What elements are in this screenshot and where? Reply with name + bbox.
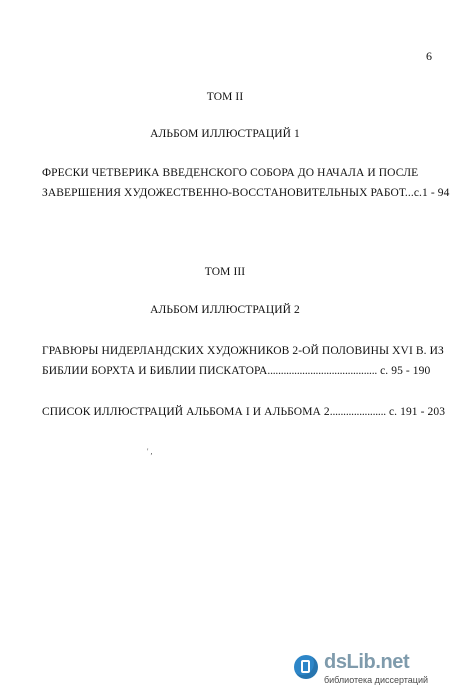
illustrations-list-text: СПИСОК ИЛЛЮСТРАЦИЙ АЛЬБОМА I И АЛЬБОМА 2 xyxy=(42,406,330,418)
volume-2-entry xyxy=(42,163,450,203)
scan-artifact: ' , xyxy=(147,447,153,456)
volume-2-album-title: АЛЬБОМ ИЛЛЮСТРАЦИЙ 1 xyxy=(150,128,300,140)
leader-dots: ..................... xyxy=(329,406,386,418)
volume-2-title: ТОМ II xyxy=(206,91,244,103)
illustrations-list-entry xyxy=(42,402,446,422)
volume-3-entry xyxy=(42,341,444,381)
page-range: с. 191 - 203 xyxy=(388,406,446,418)
page-number: 6 xyxy=(426,49,432,63)
book-circle-icon xyxy=(294,655,318,679)
volume-3-entry-line-1: ГРАВЮРЫ НИДЕРЛАНДСКИХ ХУДОЖНИКОВ 2-ОЙ ПОЛОВИНЫ XVI В. ИЗ xyxy=(42,345,444,357)
watermark xyxy=(294,651,429,688)
page-range: с. 95 - 190 xyxy=(380,365,431,377)
illustrations-list-line xyxy=(42,402,446,422)
watermark-subtitle: библиотека диссертаций xyxy=(324,675,429,685)
volume-3-album-title: АЛЬБОМ ИЛЛЮСТРАЦИЙ 2 xyxy=(150,304,300,316)
volume-2-entry-line-1: ФРЕСКИ ЧЕТВЕРИКА ВВЕДЕНСКОГО СОБОРА ДО НАЧАЛА И ПОСЛЕ xyxy=(42,167,419,179)
volume-3-entry-line-2-text: БИБЛИИ БОРХТА И БИБЛИИ ПИСКАТОРА xyxy=(42,365,268,377)
leader-dots: ......................................... xyxy=(267,365,378,377)
volume-3-entry-line-2 xyxy=(42,361,436,381)
volume-3-title: ТОМ III xyxy=(204,266,246,278)
volume-2-entry-line-2: ЗАВЕРШЕНИЯ ХУДОЖЕСТВЕННО-ВОССТАНОВИТЕЛЬНЫХ РАБОТ...с.1 - 94 xyxy=(42,187,450,199)
watermark-logo: dsLib.net xyxy=(324,651,410,673)
